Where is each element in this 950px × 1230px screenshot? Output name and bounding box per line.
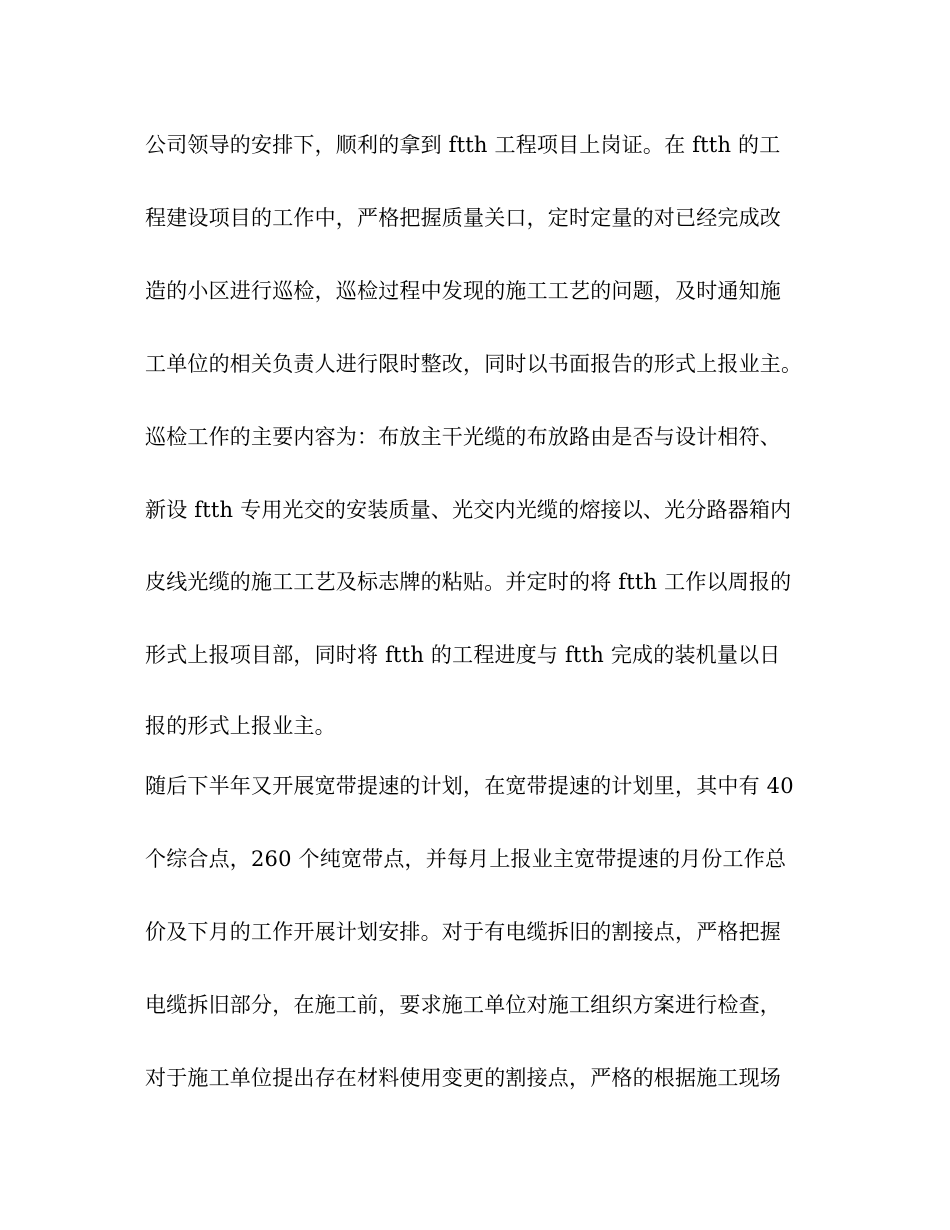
body-text-line: 工单位的相关负责人进行限时整改，同时以书面报告的形式上报业主。: [145, 352, 803, 376]
body-text-line: 公司领导的安排下，顺利的拿到 ftth 工程项目上岗证。在 ftth 的工: [145, 133, 781, 157]
body-text-line: 皮线光缆的施工工艺及标志牌的粘贴。并定时的将 ftth 工作以周报的: [145, 570, 792, 594]
body-text-line: 对于施工单位提出存在材料使用变更的割接点，严格的根据施工现场: [145, 1066, 781, 1090]
body-text-line: 报的形式上报业主。: [145, 714, 336, 738]
body-text-line: 新设 ftth 专用光交的安装质量、光交内光缆的熔接以、光分路器箱内: [145, 498, 792, 522]
body-text-line: 造的小区进行巡检，巡检过程中发现的施工工艺的问题，及时通知施: [145, 279, 781, 303]
body-text-line: 价及下月的工作开展计划安排。对于有电缆拆旧的割接点，严格把握: [145, 920, 781, 944]
body-text-line: 电缆拆旧部分，在施工前，要求施工单位对施工组织方案进行检查，: [145, 993, 781, 1017]
body-text-line: 随后下半年又开展宽带提速的计划，在宽带提速的计划里，其中有 40: [145, 774, 794, 798]
body-text-line: 形式上报项目部，同时将 ftth 的工程进度与 ftth 完成的装机量以日: [145, 643, 781, 667]
body-text-line: 个综合点，260 个纯宽带点，并每月上报业主宽带提速的月份工作总: [145, 847, 787, 871]
body-text-line: 程建设项目的工作中，严格把握质量关口，定时定量的对已经完成改: [145, 206, 781, 230]
body-text-line: 巡检工作的主要内容为：布放主干光缆的布放路由是否与设计相符、: [145, 425, 781, 449]
